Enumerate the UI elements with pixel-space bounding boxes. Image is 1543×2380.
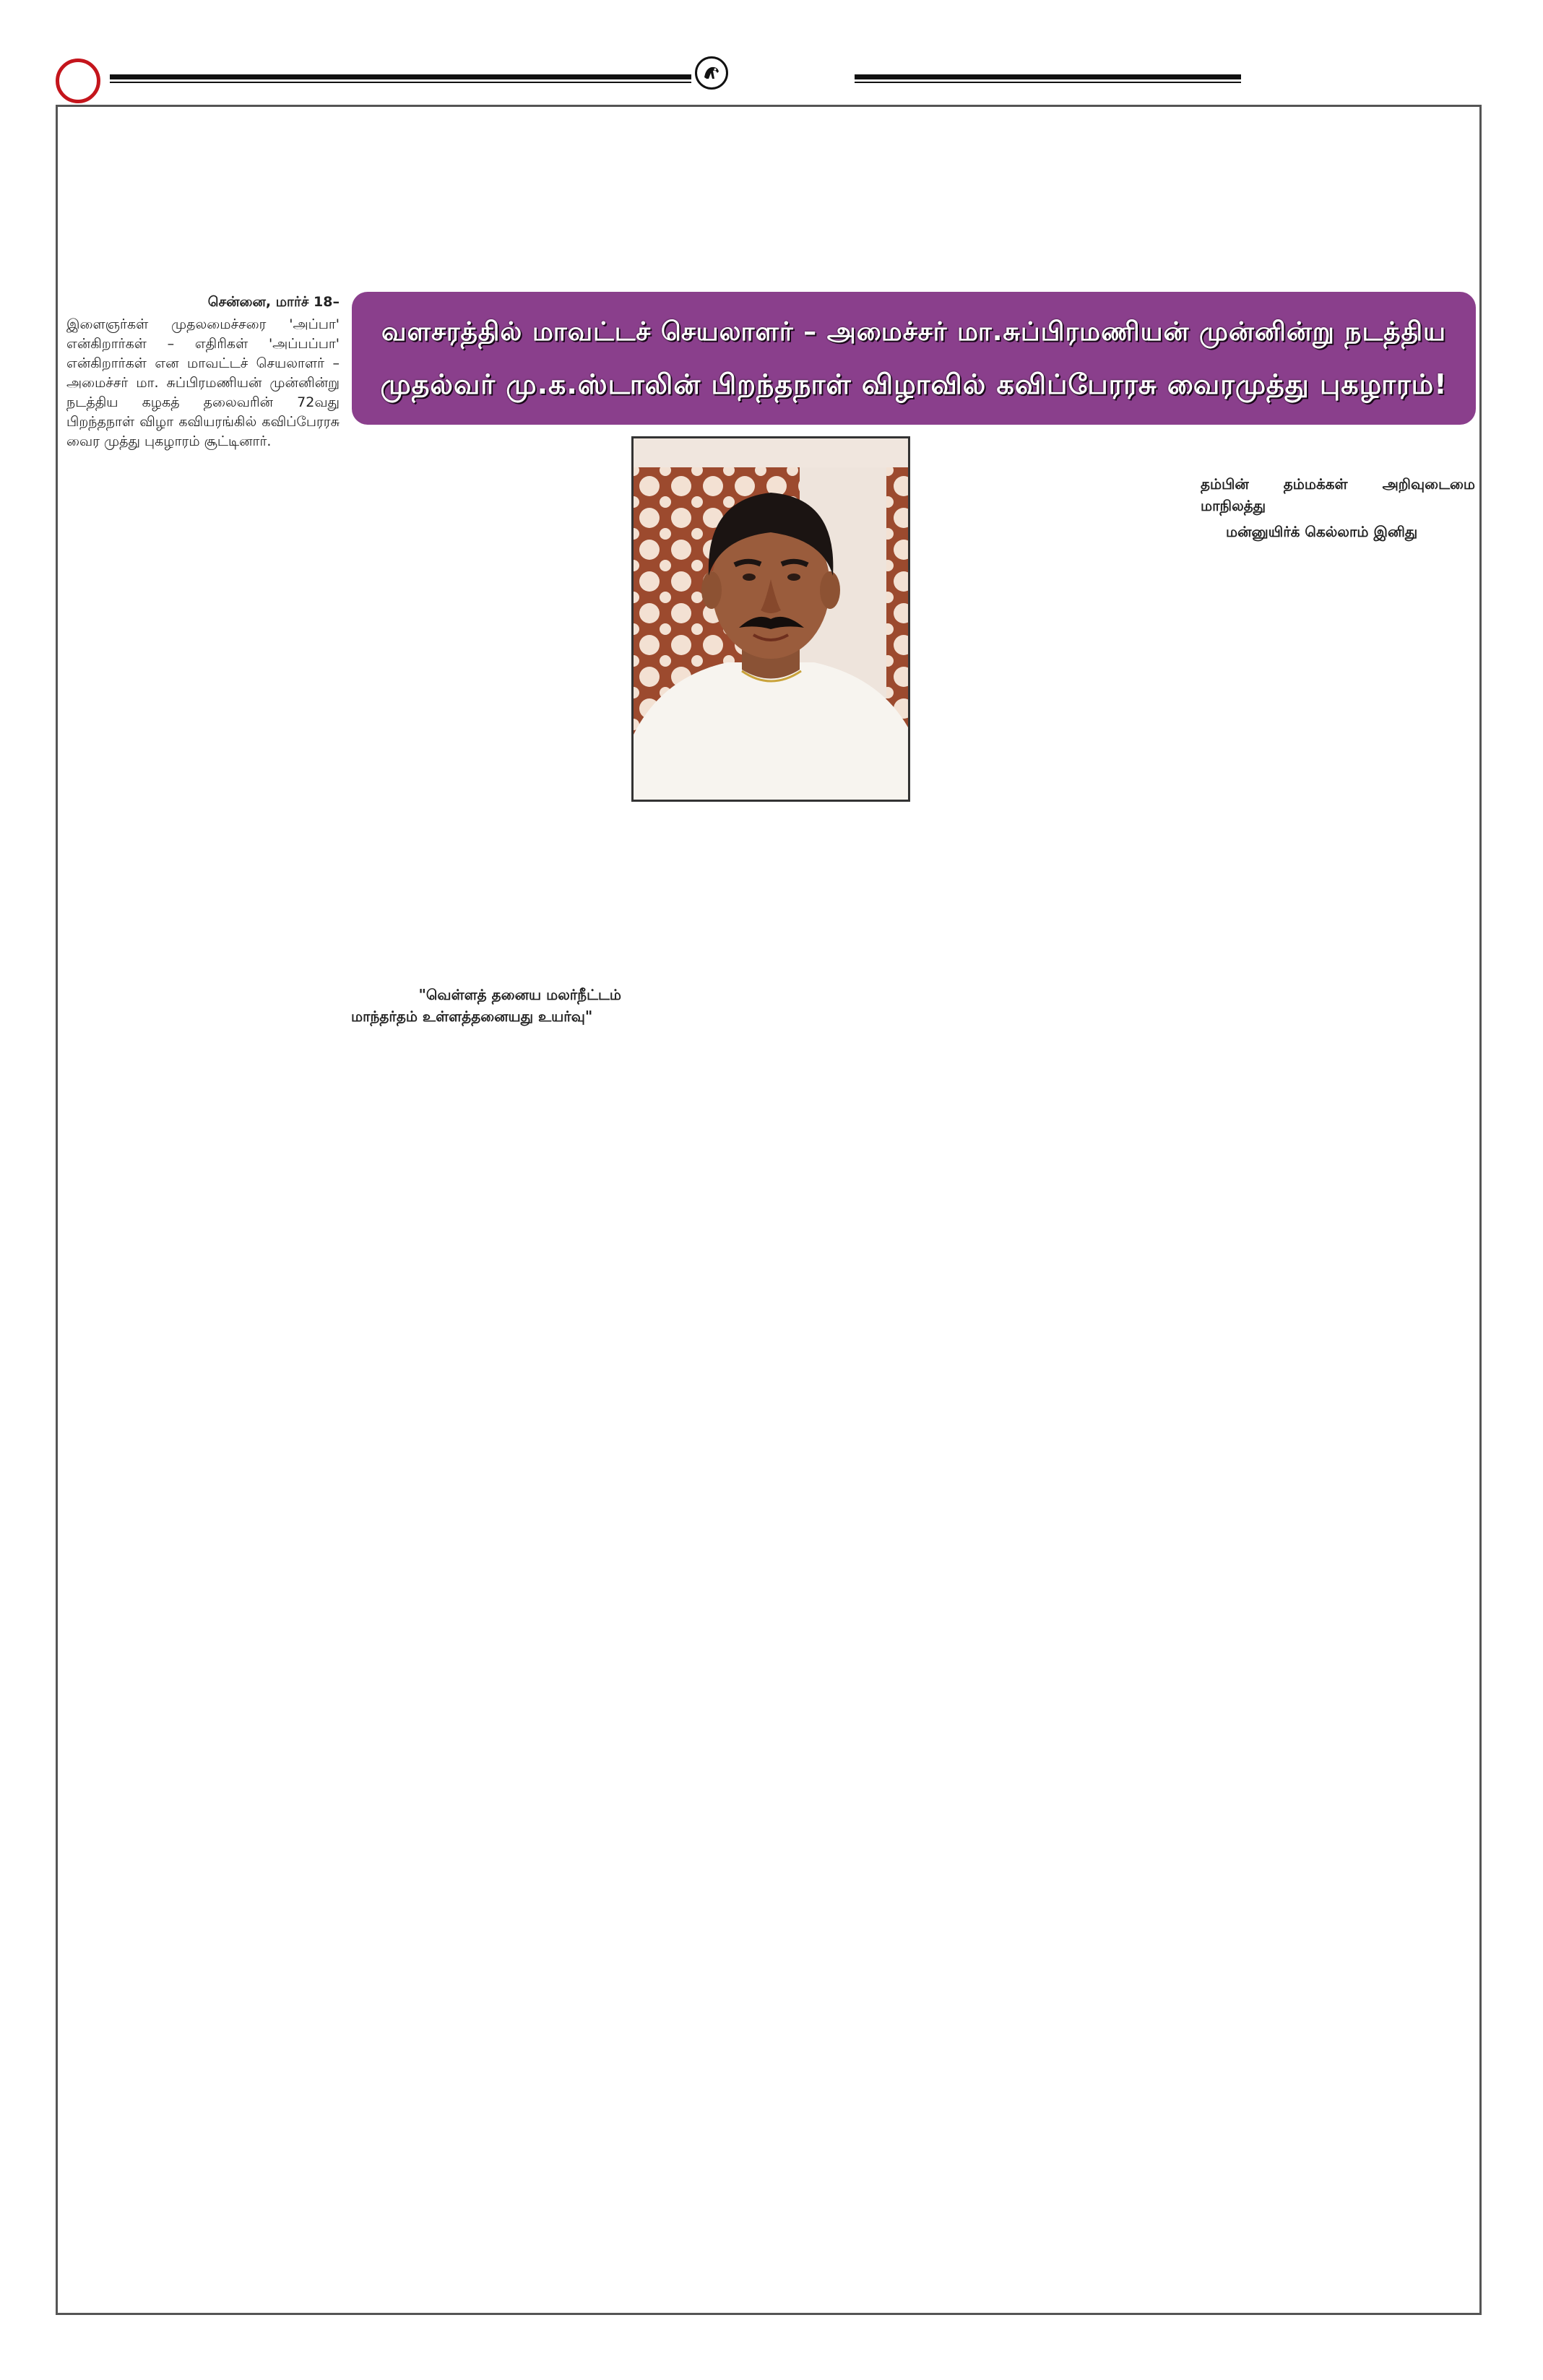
- header-rule-right: [855, 74, 1241, 79]
- quote-line-1: "வெள்ளத் தனைய மலர்நீட்டம்: [418, 986, 621, 1003]
- headline-line-1: வளசரத்தில் மாவட்டச் செயலாளர் – அமைச்சர் மா.சுப்பிரமணியன் முன்னின்று நடத்திய: [381, 317, 1446, 347]
- quote-line-2: மாந்தர்தம் உள்ளத்தனையது உயர்வு": [351, 1008, 593, 1025]
- headline-line-2: முதல்வர் மு.க.ஸ்டாலின் பிறந்தநாள் விழாவில் கவிப்பேரரசு வைரமுத்து புகழாரம்!: [380, 368, 1448, 400]
- verse-right: [1201, 473, 1475, 542]
- verse-right-line-1: தம்பின் தம்மக்கள் அறிவுடைமை: [1201, 475, 1475, 493]
- headline-banner: [352, 292, 1476, 425]
- verse-right-line-3: மன்னுயிர்க் கெல்லாம் இனிது: [1226, 523, 1418, 540]
- header-rule-left: [110, 74, 691, 79]
- party-emblem-icon: [695, 56, 728, 90]
- red-circle-icon: [56, 59, 100, 103]
- quote-couplet: [351, 984, 624, 1027]
- portrait-photo: [631, 436, 910, 802]
- verse-right-line-2: மாநிலத்து: [1201, 497, 1266, 514]
- article-lead-column: [66, 293, 340, 451]
- dateline: சென்னை, மார்ச் 18–: [207, 294, 340, 310]
- article-lead: இளைஞர்கள் முதலமைச்சரை 'அப்பா' என்கிறார்கள் – எதிரிகள் 'அப்பப்பா' என்கிறார்கள் என மாவட்டச் செயலாளர் – அமைச்சர் மா. சுப்பிரமணியன் முன்னின்று நடத்திய கழகத் தலைவரின் 72வது பிறந்தநாள் விழா கவியரங்கில் கவிப்பேரரசு வைர முத்து புகழாரம் சூட்டினார்.: [66, 316, 340, 449]
